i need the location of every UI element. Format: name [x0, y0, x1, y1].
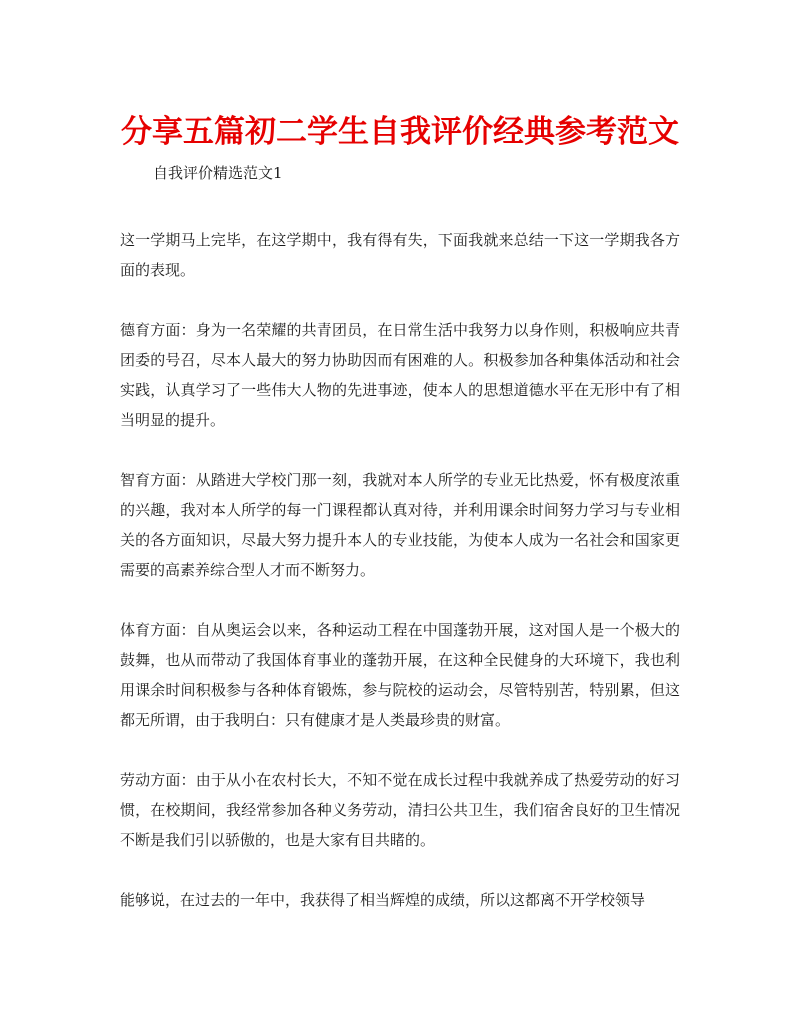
- document-title: 分享五篇初二学生自我评价经典参考范文: [121, 114, 679, 150]
- paragraph: 德育方面：身为一名荣耀的共青团员，在日常生活中我努力以身作则，积极响应共青团委的号召，尽本人最大的努力协助因而有困难的人。积极参加各种集体活动和社会实践，认真学习了一些伟大人物的先进事迹，使本人的思想道德水平在无形中有了相当明显的提升。: [120, 321, 680, 429]
- paragraph: 劳动方面：由于从小在农村长大，不知不觉在成长过程中我就养成了热爱劳动的好习惯，在校期间，我经常参加各种义务劳动，清扫公共卫生，我们宿舍良好的卫生情况不断是我们引以骄傲的，也是大家有目共睹的。: [120, 771, 680, 849]
- paragraph: 这一学期马上完毕，在这学期中，我有得有失，下面我就来总结一下这一学期我各方面的表现。: [120, 231, 680, 279]
- document-body: [120, 225, 680, 945]
- paragraph: 体育方面：自从奥运会以来，各种运动工程在中国蓬勃开展，这对国人是一个极大的鼓舞，也从而带动了我国体育事业的蓬勃开展，在这种全民健身的大环境下，我也利用课余时间积极参与各种体育锻炼，参与院校的运动会，尽管特别苦，特别累，但这都无所谓，由于我明白：只有健康才是人类最珍贵的财富。: [120, 621, 680, 729]
- document-subtitle: 自我评价精选范文1: [153, 164, 283, 182]
- paragraph: 智育方面：从踏进大学校门那一刻，我就对本人所学的专业无比热爱，怀有极度浓重的兴趣，我对本人所学的每一门课程都认真对待，并利用课余时间努力学习与专业相关的各方面知识，尽最大努力提升本人的专业技能，为使本人成为一名社会和国家更需要的高素养综合型人才而不断努力。: [120, 471, 680, 579]
- paragraph: 能够说，在过去的一年中，我获得了相当辉煌的成绩，所以这都离不开学校领导: [120, 891, 646, 909]
